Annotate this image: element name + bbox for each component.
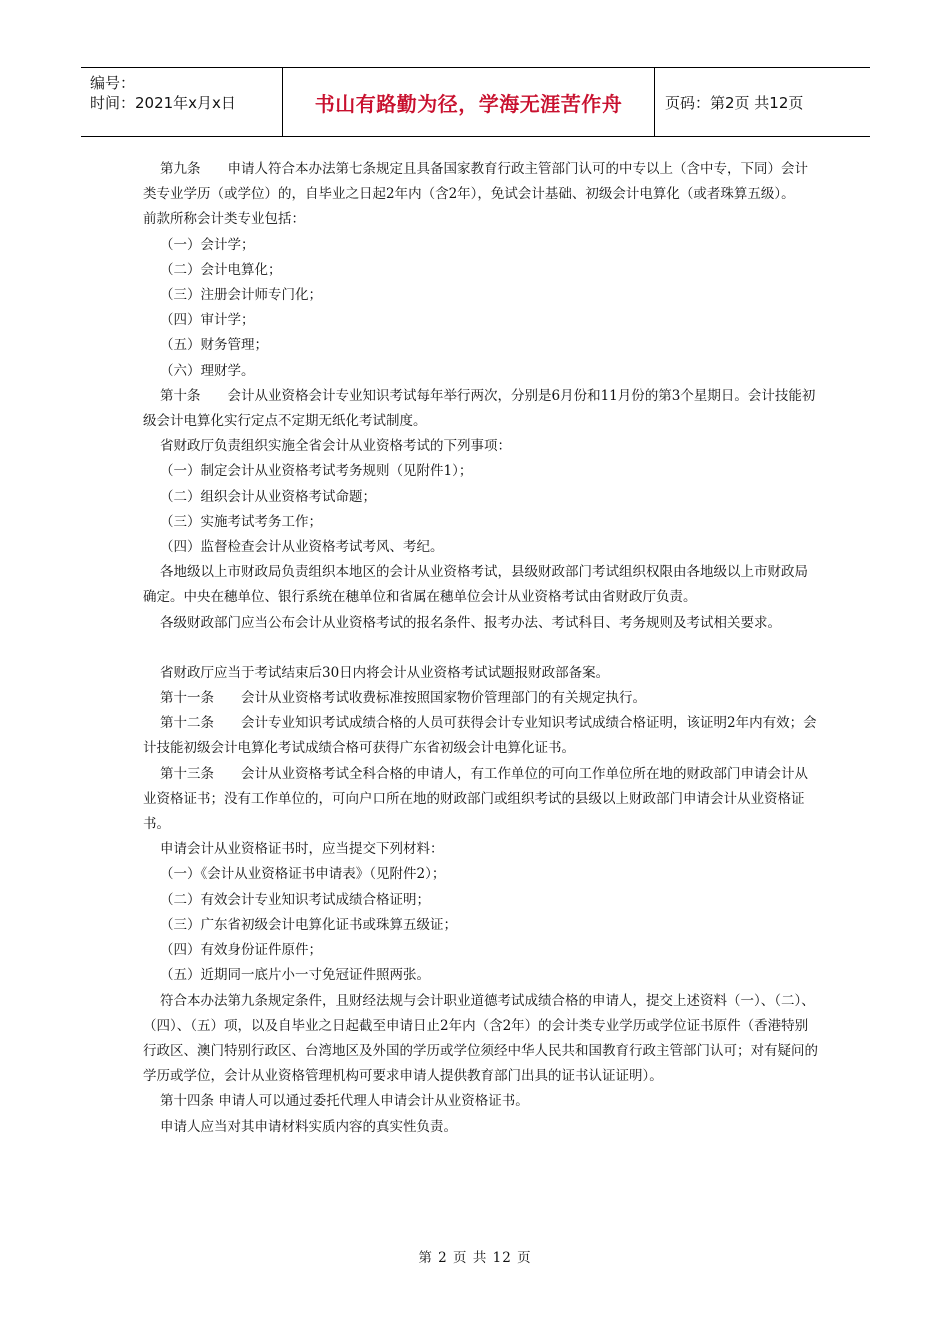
paragraph: 第十四条 申请人可以通过委托代理人申请会计从业资格证书。 (160, 1093, 529, 1110)
list-item: （一）制定会计从业资格考试考务规则（见附件1）； (160, 463, 473, 480)
list-item: （五）财务管理； (160, 337, 268, 354)
list-item: （六）理财学。 (160, 362, 255, 379)
paragraph: 省财政厅负责组织实施全省会计从业资格考试的下列事项： (160, 438, 511, 455)
list-item: （二）会计电算化； (160, 261, 282, 278)
paragraph: 各地级以上市财政局负责组织本地区的会计从业资格考试，县级财政部门考试组织权限由各地级以上市财政局确定。中央在穗单位、银行系统在穗单位和省属在穗单位会计从业资格考试由省财政厅负责。 (143, 564, 808, 606)
list-item: （二）组织会计从业资格考试命题； (160, 488, 376, 505)
list-item: （三）广东省初级会计电算化证书或珠算五级证； (160, 916, 457, 933)
paragraph: 第十三条 会计从业资格考试全科合格的申请人，有工作单位的可向工作单位所在地的财政部门申请会计从业资格证书；没有工作单位的，可向户口所在地的财政部门或组织考试的县级以上财政部门申请会计从业资格证书。 (143, 765, 808, 833)
page-label: 页码：第2页 共12页 (665, 93, 804, 112)
list-item: （四）审计学； (160, 312, 255, 329)
header-page-cell (655, 68, 880, 136)
header-meta-cell (81, 68, 283, 136)
list-item: （三）注册会计师专门化； (160, 287, 322, 304)
paragraph: 申请会计从业资格证书时，应当提交下列材料： (160, 841, 444, 858)
document-body (143, 157, 818, 1140)
paragraph: 第十二条 会计专业知识考试成绩合格的人员可获得会计专业知识考试成绩合格证明，该证明2年内有效；会计技能初级会计电算化考试成绩合格可获得广东省初级会计电算化证书。 (143, 715, 817, 757)
paragraph: 省财政厅应当于考试结束后30日内将会计从业资格考试试题报财政部备案。 (160, 664, 610, 681)
list-item: （三）实施考试考务工作； (160, 513, 322, 530)
paragraph: 各级财政部门应当公布会计从业资格考试的报名条件、报考办法、考试科目、考务规则及考试相关要求。 (160, 614, 781, 631)
list-item: （一）《会计从业资格证书申请表》（见附件2）； (160, 866, 446, 883)
paragraph: 第十一条 会计从业资格考试收费标准按照国家物价管理部门的有关规定执行。 (160, 690, 646, 707)
paragraph: 第十条 会计从业资格会计专业知识考试每年举行两次，分别是6月份和11月份的第3个星期日。会计技能初级会计电算化实行定点不定期无纸化考试制度。 (143, 387, 816, 430)
list-item: （四）监督检查会计从业资格考试考风、考纪。 (160, 539, 444, 556)
page-footer (0, 1246, 950, 1266)
list-item: （一）会计学； (160, 236, 255, 253)
paragraph: 第九条 申请人符合本办法第七条规定且具备国家教育行政主管部门认可的中专以上（含中专，下同）会计类专业学历（或学位）的，自毕业之日起2年内（含2年），免试会计基础、初级会计电算化（或者珠算五级）。 (143, 161, 808, 203)
paragraph: 符合本办法第九条规定条件，且财经法规与会计职业道德考试成绩合格的申请人，提交上述资料（一）、（二）、（四）、（五）项，以及自毕业之日起截至申请日止2年内（含2年）的会计类专业学历或学位证书原件（香港特别行政区、澳门特别行政区、台湾地区及外国的学历或学位须经中华人民共和国教育行政主管部门认可；对有疑问的学历或学位，会计从业资格管理机构可要求申请人提供教育部门出具的证书认证证明）。 (143, 992, 818, 1085)
list-item: （四）有效身份证件原件； (160, 942, 322, 959)
header-motto-cell (283, 68, 655, 136)
footer-page-number: 第 2 页 共 12 页 (418, 1250, 532, 1266)
paragraph: 前款所称会计类专业包括： (143, 211, 305, 228)
date-label: 时间：2021年x月x日 (90, 94, 236, 112)
number-label: 编号： (90, 74, 136, 92)
page-header (81, 67, 870, 137)
motto-text: 书山有路勤为径，学海无涯苦作舟 (314, 91, 623, 116)
list-item: （五）近期同一底片小一寸免冠证件照两张。 (160, 967, 430, 984)
blank-line (143, 636, 818, 661)
list-item: （二）有效会计专业知识考试成绩合格证明； (160, 891, 430, 908)
paragraph: 申请人应当对其申请材料实质内容的真实性负责。 (160, 1118, 457, 1135)
